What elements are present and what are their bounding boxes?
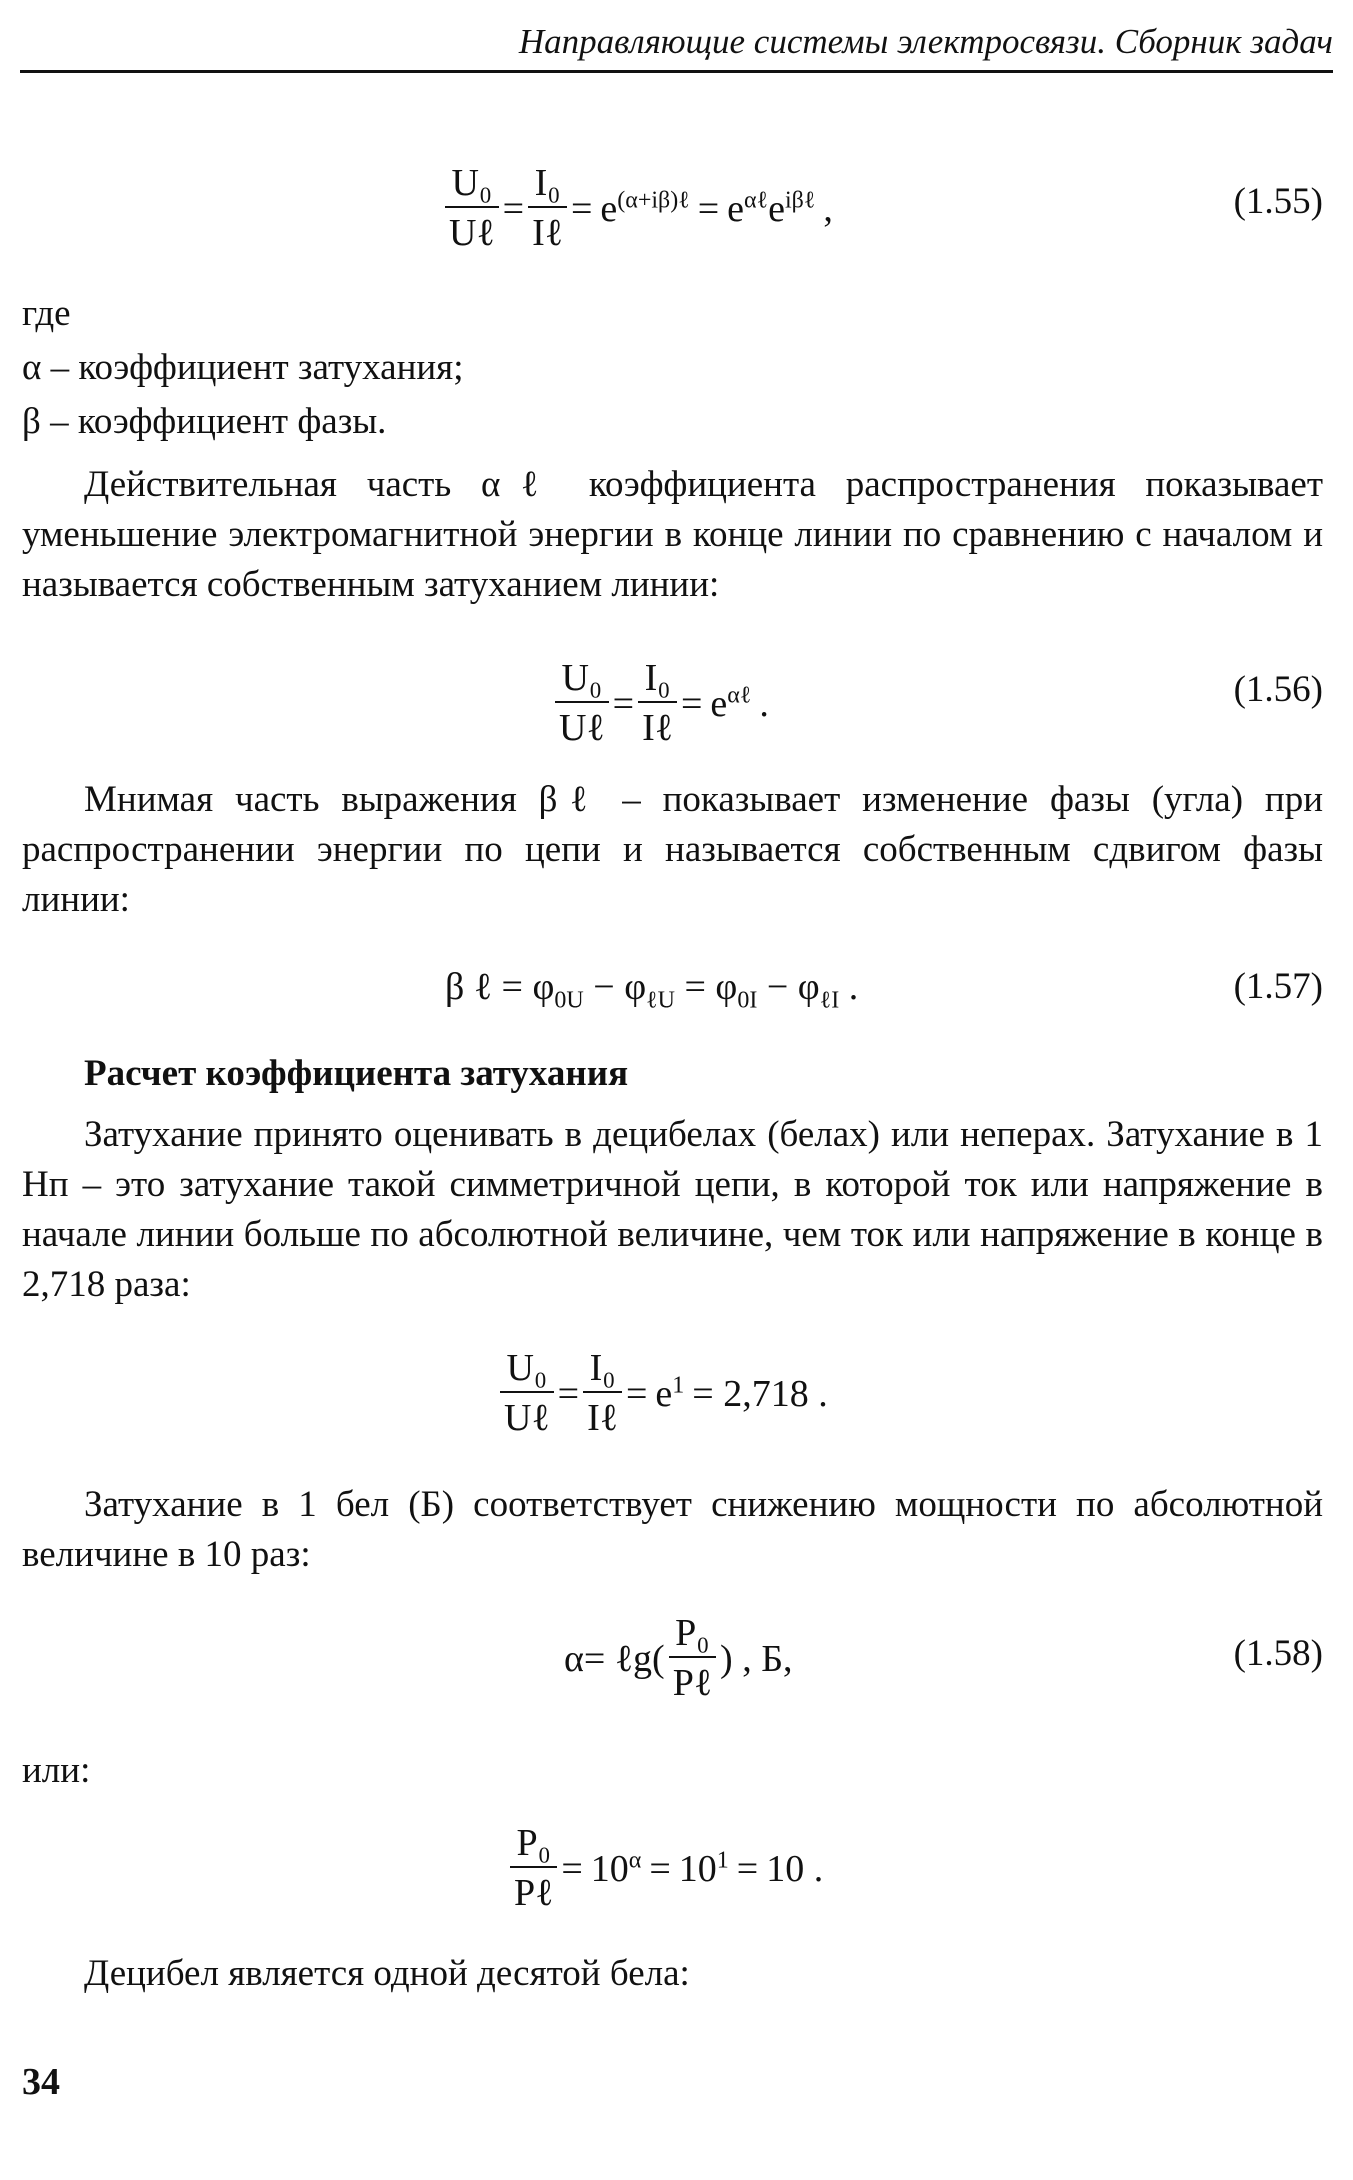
paragraph-bel: Затухание в 1 бел (Б) соответствует снижению мощности по абсолютной величине в 10 раз: xyxy=(22,1484,1323,1575)
paragraph-real-part: Действительная часть αℓ коэффициента распространения показывает уменьшение электромагнитной энергии в конце линии по сравнению с началом и называется собственным затуханием линии: xyxy=(22,464,1323,605)
where-label: где xyxy=(22,293,71,334)
paragraph-neper: Затухание принято оценивать в децибелах (белах) или неперах. Затухание в 1 Нп – это затухание такой симметричной цепи, в которой ток или напряжение в начале линии больше по абсолютной величине, чем ток или напряжение в конце в 2,718 раза: xyxy=(22,1114,1323,1305)
fraction-i0-il: $\frac{\text{I₀}}{\text{Iℓ}}$ xyxy=(528,160,567,258)
equation-number-1-58: (1.58) xyxy=(1233,1633,1323,1674)
paragraph-imaginary-part: Мнимая часть выражения βℓ – показывает изменение фазы (угла) при распространении энергии по цепи и называется собственным сдвигом фазы линии: xyxy=(22,779,1323,920)
alpha-definition: α – коэффициент затухания; xyxy=(22,347,464,388)
equation-1-57: β ℓ = $\varphi_{0U} - \varphi_{\ell U} = \varphi_{0I} - \varphi_{\ell I}$ . xyxy=(445,966,859,1014)
running-header: Направляющие системы электросвязи. Сборник задач xyxy=(20,22,1333,73)
equation-number-1-55: (1.55) xyxy=(1233,181,1323,222)
equation-power-ratio: $\frac{\text{P₀}}{\text{Pℓ}}$ = $10^\alpha = 10^1 = 10$ . xyxy=(510,1820,827,1918)
equation-1-56: $\frac{\text{U₀}}{\text{Uℓ}}$ = $\frac{\text{I₀}}{\text{Iℓ}}$ = $e^{\alpha\ell}$ . xyxy=(555,655,773,753)
equation-neper: $\frac{\text{U₀}}{\text{Uℓ}}$ = $\frac{\text{I₀}}{\text{Iℓ}}$ = $e^1 = 2,718$ . xyxy=(500,1345,832,1443)
equation-1-58: α= ℓg( $\frac{\text{P₀}}{\text{Pℓ}}$ ) , Б, xyxy=(564,1612,793,1704)
equation-number-1-56: (1.56) xyxy=(1233,669,1323,710)
page-number: 34 xyxy=(22,2061,60,2103)
fraction-u0-ul: $\frac{\text{U₀}}{\text{Uℓ}}$ xyxy=(445,160,499,258)
equation-number-1-57: (1.57) xyxy=(1233,966,1323,1007)
equation-1-55: $\frac{\text{U₀}}{\text{Uℓ}}$ = $\frac{\text{I₀}}{\text{Iℓ}}$ = $e^{(\alpha+i\beta)\ell} = e^{\alpha\ell}e^{i\beta\ell}$ , xyxy=(445,160,837,258)
or-label: или: xyxy=(22,1750,91,1791)
beta-definition: β – коэффициент фазы. xyxy=(22,401,387,442)
paragraph-decibel: Децибел является одной десятой бела: xyxy=(84,1953,690,1994)
section-heading: Расчет коэффициента затухания xyxy=(84,1053,629,1094)
